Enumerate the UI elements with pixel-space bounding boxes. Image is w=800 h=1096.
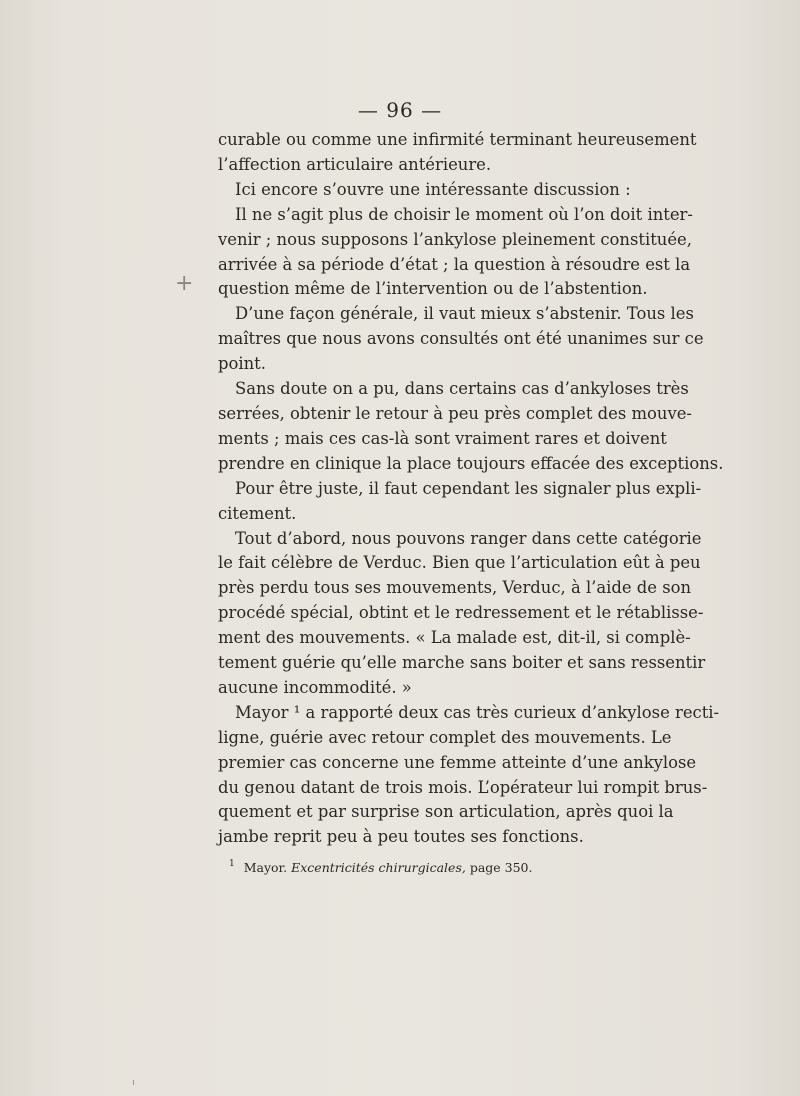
text-line: l’affection articulaire antérieure.	[218, 154, 492, 174]
text-line: maîtres que nous avons consultés ont été unanimes sur ce	[218, 329, 704, 349]
text-line: citement.	[218, 503, 297, 523]
text-line: prendre en clinique la place toujours effacée des exceptions.	[218, 453, 724, 473]
text-line: aucune incommodité. »	[218, 677, 412, 697]
text-line: serrées, obtenir le retour à peu près complet des mouve-	[218, 403, 692, 423]
text-line: procédé spécial, obtint et le redressement et le rétablisse-	[218, 603, 704, 623]
text-line: ments ; mais ces cas-là sont vraiment rares et doivent	[218, 428, 667, 448]
paper-speck	[133, 1080, 134, 1085]
text-line: Sans doute on a pu, dans certains cas d’ankyloses très	[235, 379, 689, 399]
text-line: ment des mouvements. « La malade est, dit-il, si complè-	[218, 628, 691, 648]
margin-cross-mark: +	[175, 271, 194, 296]
text-line: question même de l’intervention ou de l’abstention.	[218, 279, 648, 299]
text-line: jambe reprit peu à peu toutes ses fonctions.	[218, 827, 584, 847]
text-line: du genou datant de trois mois. L’opérateur lui rompit brus-	[218, 777, 708, 797]
text-line: premier cas concerne une femme atteinte d’une ankylose	[218, 752, 697, 772]
text-line: Ici encore s’ouvre une intéressante discussion :	[235, 179, 631, 199]
footnote-page: page 350.	[469, 860, 533, 875]
text-line: curable ou comme une infirmité terminant heureusement	[218, 130, 697, 149]
text-line: Il ne s’agit plus de choisir le moment où l’on doit inter-	[235, 204, 693, 224]
text-line: tement guérie qu’elle marche sans boiter et sans ressentir	[218, 653, 706, 673]
footnote-marker: 1	[229, 859, 235, 869]
text-line: point.	[218, 354, 266, 374]
page-number: — 96 —	[357, 98, 443, 122]
text-line: près perdu tous ses mouvements, Verduc, à l’aide de son	[218, 578, 692, 598]
text-line: le fait célèbre de Verduc. Bien que l’articulation eût à peu	[218, 553, 701, 573]
footnote-title: Excentricités chirurgicales,	[291, 860, 466, 875]
text-line: D’une façon générale, il vaut mieux s’abstenir. Tous les	[235, 304, 694, 324]
footnote-author: Mayor.	[243, 860, 288, 875]
text-line: Tout d’abord, nous pouvons ranger dans cette catégorie	[235, 528, 702, 548]
text-line: venir ; nous supposons l’ankylose pleinement constituée,	[218, 229, 692, 249]
body-text	[218, 128, 724, 850]
text-line: quement et par surprise son articulation, après quoi la	[218, 802, 674, 822]
text-line: Mayor ¹ a rapporté deux cas très curieux d’ankylose recti-	[235, 702, 720, 722]
text-line: arrivée à sa période d’état ; la question à résoudre est la	[218, 254, 691, 274]
text-line: Pour être juste, il faut cependant les signaler plus expli-	[235, 478, 702, 498]
footnote	[229, 860, 533, 875]
text-line: ligne, guérie avec retour complet des mouvements. Le	[218, 727, 672, 747]
